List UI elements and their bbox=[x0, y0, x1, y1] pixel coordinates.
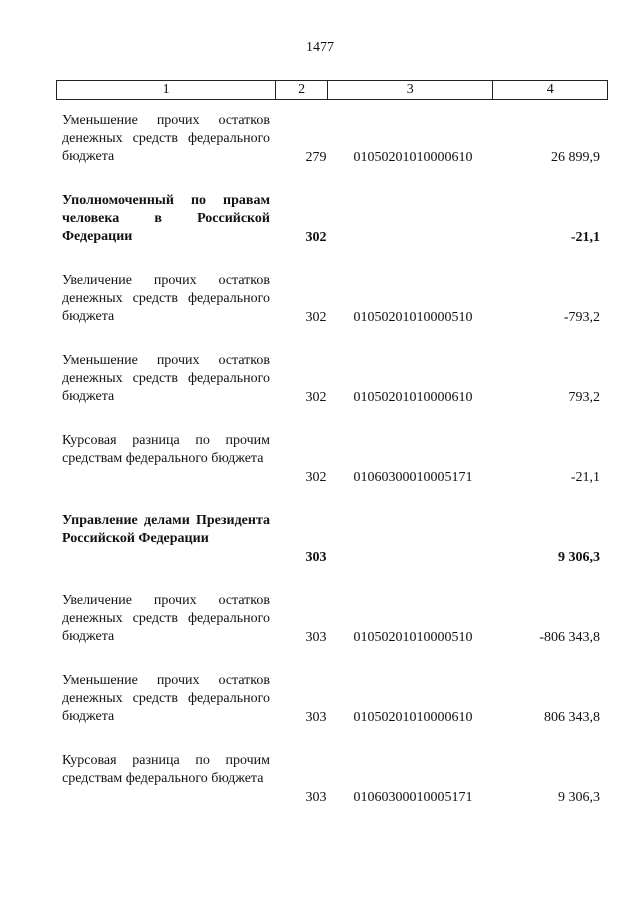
table-row bbox=[0, 424, 640, 504]
row-code-value: 302 bbox=[305, 470, 327, 485]
page-number: 1477 bbox=[306, 40, 334, 55]
row-amount: 9 306,3 bbox=[558, 550, 600, 565]
row-name: Курсовая разница по прочим средствам федерального бюджета bbox=[62, 433, 270, 466]
row-amount: 26 899,9 bbox=[551, 150, 600, 165]
row-code-value: 303 bbox=[305, 710, 327, 725]
row-kbk: 01050201010000510 bbox=[353, 630, 473, 645]
header-col-4: 4 bbox=[546, 82, 554, 97]
row-code-value: 303 bbox=[305, 790, 327, 805]
row-kbk: 01050201010000510 bbox=[353, 310, 473, 325]
row-kbk: 01060300010005171 bbox=[353, 470, 473, 485]
row-name: Курсовая разница по прочим средствам федерального бюджета bbox=[62, 753, 270, 786]
row-code bbox=[276, 710, 328, 726]
table-header bbox=[56, 80, 608, 100]
row-code bbox=[276, 790, 328, 806]
row-name: Увеличение прочих остатков денежных средств федерального бюджета bbox=[62, 593, 270, 644]
row-amount: 9 306,3 bbox=[558, 790, 600, 805]
table-row bbox=[0, 744, 640, 824]
row-kbk: 01050201010000610 bbox=[353, 390, 473, 405]
row-kbk: 01050201010000610 bbox=[353, 710, 473, 725]
row-code-value: 302 bbox=[305, 230, 327, 245]
table-row bbox=[0, 584, 640, 664]
table-row bbox=[0, 104, 640, 184]
row-code-value: 279 bbox=[305, 150, 327, 165]
table-body bbox=[0, 104, 640, 824]
table-row bbox=[0, 344, 640, 424]
row-name: Управление делами Президента Российской Федерации bbox=[62, 513, 270, 546]
row-name: Уменьшение прочих остатков денежных средств федерального бюджета bbox=[62, 113, 270, 164]
row-code-value: 303 bbox=[305, 550, 327, 565]
row-code bbox=[276, 550, 328, 566]
row-code bbox=[276, 470, 328, 486]
row-code bbox=[276, 310, 328, 326]
row-amount: -793,2 bbox=[563, 310, 600, 325]
row-code bbox=[276, 150, 328, 166]
row-code bbox=[276, 390, 328, 406]
row-kbk: 01050201010000610 bbox=[353, 150, 473, 165]
row-code-value: 302 bbox=[305, 310, 327, 325]
row-code-value: 303 bbox=[305, 630, 327, 645]
row-amount: -806 343,8 bbox=[539, 630, 600, 645]
row-code-value: 302 bbox=[305, 390, 327, 405]
row-name: Уполномоченный по правам человека в Российской Федерации bbox=[62, 193, 270, 244]
row-code bbox=[276, 230, 328, 246]
table-row bbox=[0, 264, 640, 344]
header-col-2: 2 bbox=[276, 81, 328, 99]
row-name: Уменьшение прочих остатков денежных средств федерального бюджета bbox=[62, 353, 270, 404]
header-col-1: 1 bbox=[57, 81, 276, 99]
row-code bbox=[276, 630, 328, 646]
table-row bbox=[0, 664, 640, 744]
row-amount: -21,1 bbox=[570, 230, 600, 245]
row-amount: -21,1 bbox=[570, 470, 600, 485]
row-amount: 793,2 bbox=[568, 390, 600, 405]
table-row bbox=[0, 184, 640, 264]
row-kbk: 01060300010005171 bbox=[353, 790, 473, 805]
header-col-3: 3 bbox=[328, 81, 493, 99]
row-name: Увеличение прочих остатков денежных средств федерального бюджета bbox=[62, 273, 270, 324]
row-amount: 806 343,8 bbox=[544, 710, 600, 725]
table-row bbox=[0, 504, 640, 584]
row-name: Уменьшение прочих остатков денежных средств федерального бюджета bbox=[62, 673, 270, 724]
